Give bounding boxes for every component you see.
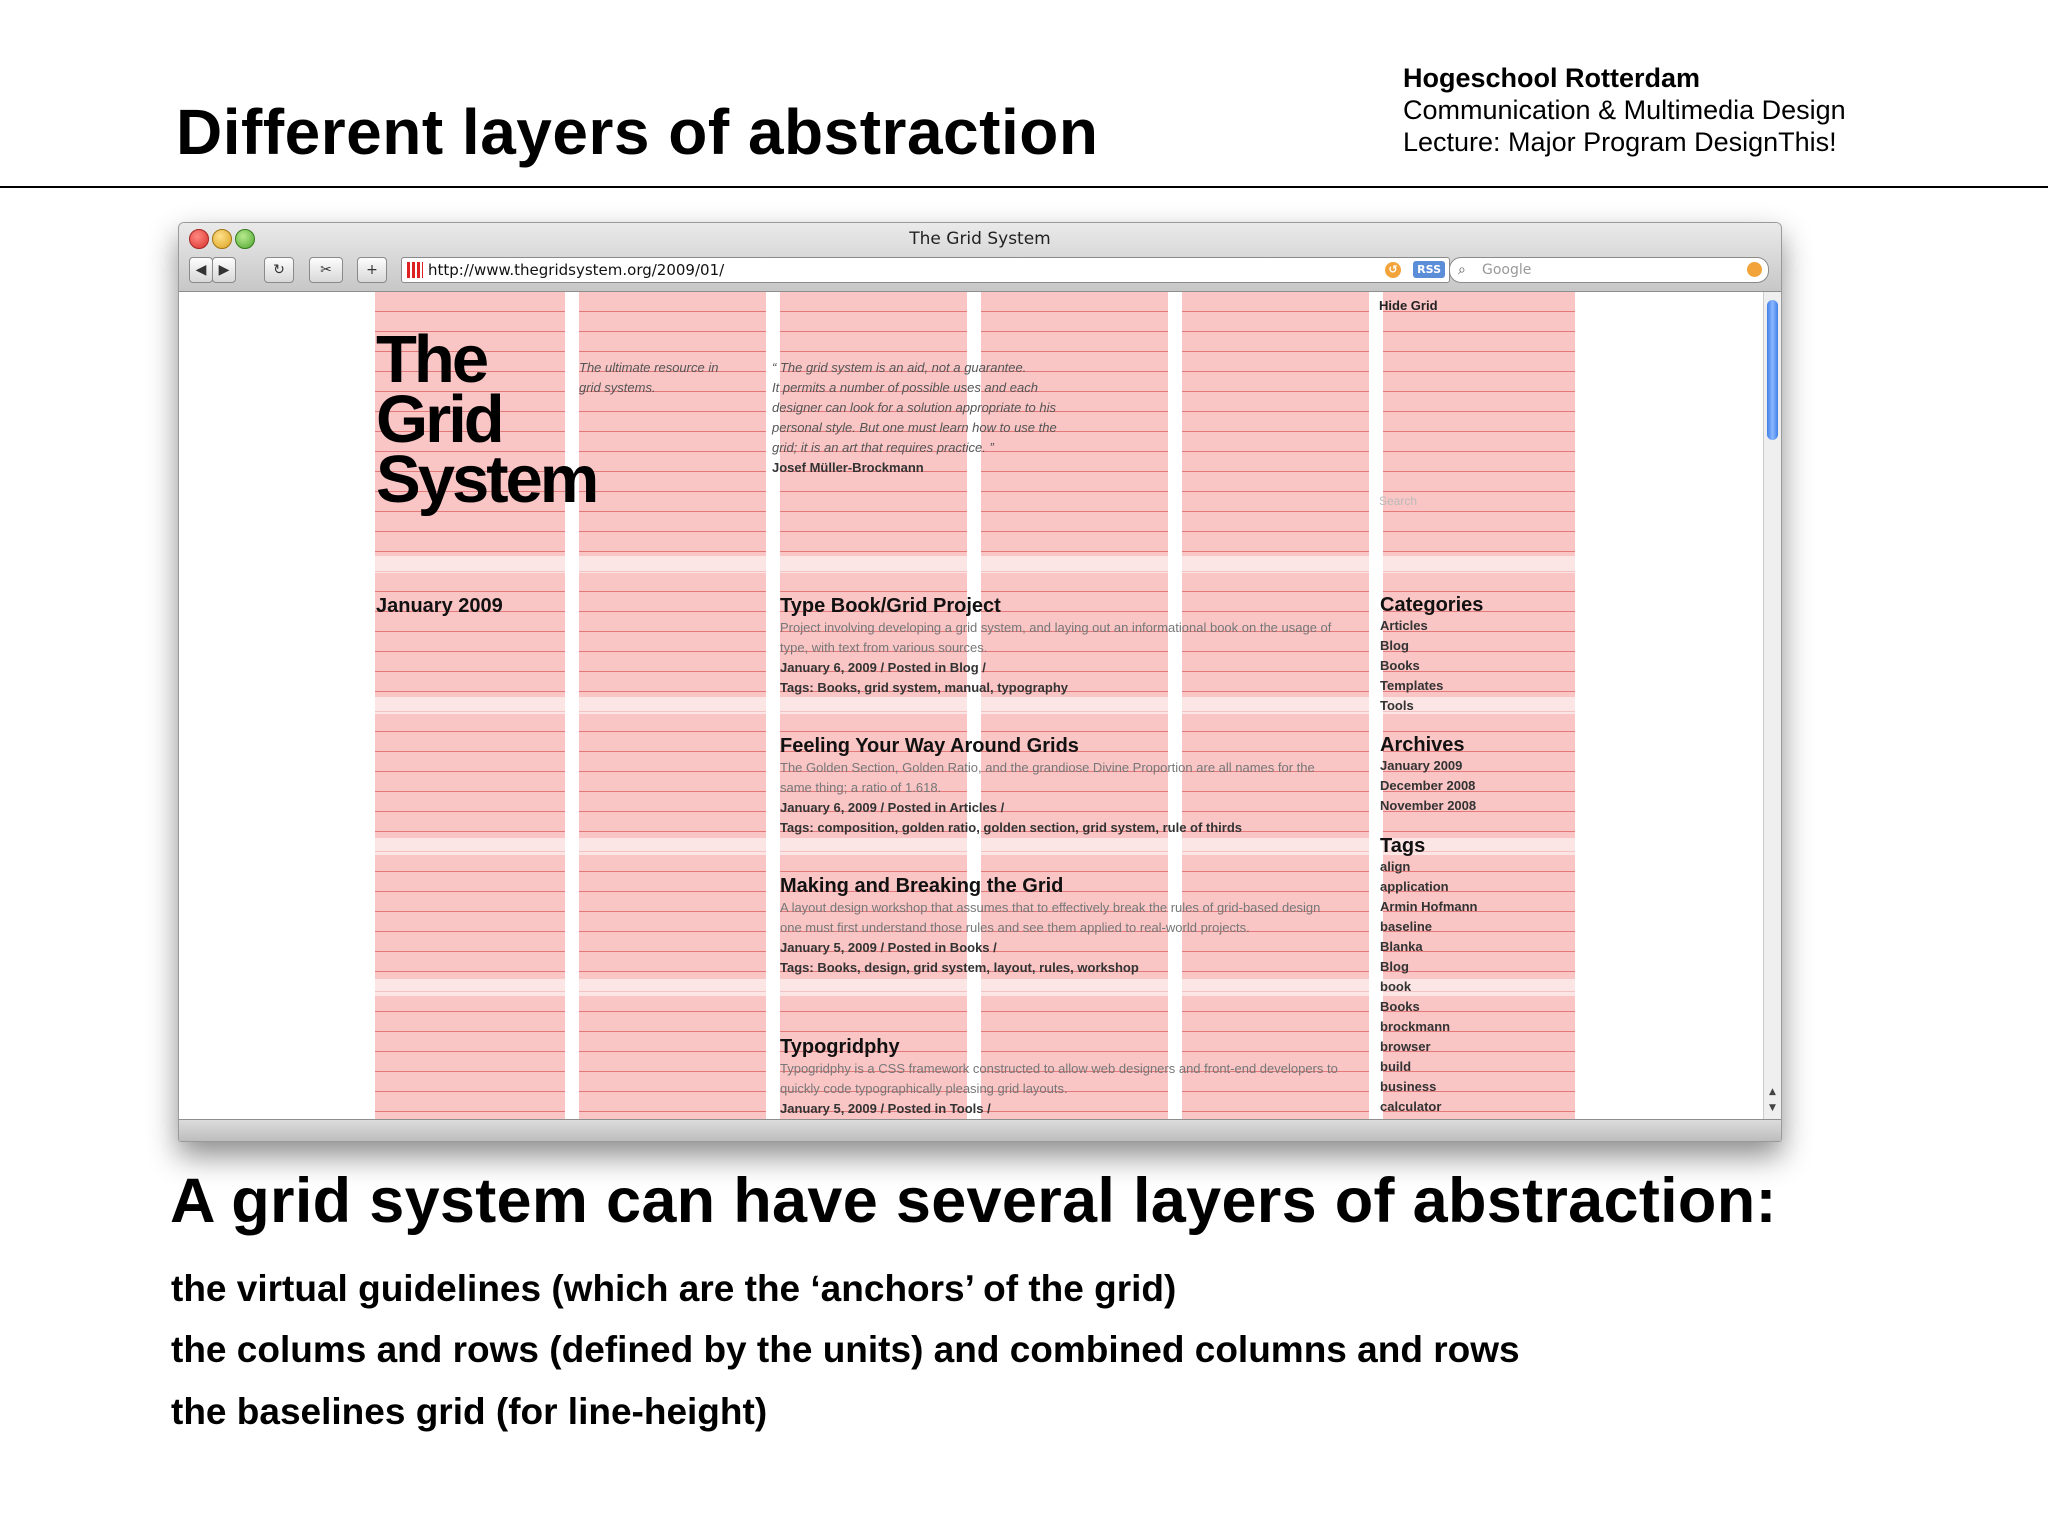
site-favicon-icon [407,262,423,278]
post-item [780,594,1340,698]
add-bookmark-icon[interactable]: + [357,257,387,283]
post-title[interactable]: Type Book/Grid Project [780,595,1001,617]
tags-section [1380,835,1570,1117]
tag-link[interactable]: build [1380,1059,1412,1074]
webclip-icon[interactable]: ✂ [309,257,343,283]
reload-icon[interactable]: ↻ [264,257,294,283]
post-item [780,1035,1340,1119]
category-link[interactable]: Articles [1380,618,1428,633]
hide-grid-link[interactable]: Hide Grid [1379,298,1438,313]
month-heading: January 2009 [376,595,503,617]
quote-line: “ The grid system is an aid, not a guarantee. [772,360,1027,375]
quote-author: Josef Müller-Brockmann [772,460,924,475]
site-search-input[interactable]: Search [1379,494,1418,508]
browser-search-input[interactable] [1449,257,1769,283]
page-viewport [179,292,1764,1119]
lecture-name: Lecture: Major Program DesignThis! [1403,127,1837,157]
back-icon[interactable]: ◀ [189,257,213,283]
post-title[interactable]: Feeling Your Way Around Grids [780,735,1079,757]
browser-window [178,222,1782,1142]
browser-search-placeholder: Google [1482,262,1532,278]
rss-button[interactable]: RSS [1413,261,1445,278]
site-tagline: The ultimate resource in grid systems. [579,360,719,395]
lead-statement: A grid system can have several layers of abstraction: [170,1166,1777,1236]
post-tags[interactable]: Tags: composition, golden ratio, golden section, grid system, rule of thirds [780,820,1243,835]
tag-link[interactable]: align [1380,859,1411,874]
categories-section [1380,594,1570,716]
archive-link[interactable]: November 2008 [1380,798,1477,813]
tag-link[interactable]: Armin Hofmann [1380,899,1478,914]
tag-link[interactable]: Blog [1380,959,1409,974]
category-link[interactable]: Templates [1380,678,1444,693]
quote-line: designer can look for a solution appropriate to his [772,400,1057,415]
archive-link[interactable]: December 2008 [1380,778,1476,793]
search-icon: ⌕ [1458,262,1466,278]
post-item [780,874,1340,978]
search-snapback-icon[interactable] [1747,262,1762,277]
quote-line: personal style. But one must learn how to use the [772,420,1057,435]
tag-link[interactable]: business [1380,1079,1437,1094]
logo-line: System [376,442,597,517]
site-quote [772,358,1132,478]
url-text[interactable]: http://www.thegridsystem.org/2009/01/ [428,261,725,279]
post-excerpt: The Golden Section, Golden Ratio, and the grandiose Divine Proportion are all names for the same thing; a ratio of 1.618. [780,760,1315,795]
tag-link[interactable]: baseline [1380,919,1433,934]
header-divider [0,186,2048,188]
quote-line: It permits a number of possible uses and each [772,380,1038,395]
post-excerpt: A layout design workshop that assumes that to effectively break the rules of grid-based design one must first understand those rules and see them applied to real-world projects. [780,900,1321,935]
department-name: Communication & Multimedia Design [1403,95,1846,125]
archives-section [1380,734,1570,816]
browser-toolbar [179,223,1781,292]
post-tags[interactable]: Tags: Books, design, grid system, layout, rules, workshop [780,960,1139,975]
slide-title: Different layers of abstraction [176,96,1099,168]
bullet-columns-rows: the colums and rows (defined by the units) and combined columns and rows [171,1329,1520,1370]
logo-line: The [376,322,487,397]
categories-title: Categories [1380,594,1484,616]
window-title: The Grid System [909,229,1051,249]
post-meta[interactable]: January 6, 2009 / Posted in Blog / [780,660,986,675]
tag-link[interactable]: application [1380,879,1449,894]
category-link[interactable]: Books [1380,658,1420,673]
site-logo[interactable] [376,322,597,517]
tag-link[interactable]: browser [1380,1039,1431,1054]
tag-link[interactable]: Blanka [1380,939,1423,954]
bullet-guidelines: the virtual guidelines (which are the ‘anchors’ of the grid) [171,1268,1177,1309]
scroll-up-icon[interactable]: ▲ [1769,1087,1776,1097]
tag-link[interactable]: brockmann [1380,1019,1451,1034]
post-excerpt: Project involving developing a grid system, and laying out an informational book on the usage of type, with text from various sources. [780,620,1332,655]
post-title[interactable]: Typogridphy [780,1036,900,1058]
snapback-icon[interactable]: ↺ [1385,262,1401,278]
tag-link[interactable]: Books [1380,999,1420,1014]
status-bar [179,1119,1781,1142]
quote-line: grid; it is an art that requires practice. ” [772,440,994,455]
post-meta[interactable]: January 5, 2009 / Posted in Tools / [780,1101,991,1116]
tags-title: Tags [1380,835,1426,857]
vertical-scrollbar[interactable] [1763,292,1781,1119]
post-tags[interactable]: Tags: Books, grid system, manual, typography [780,680,1068,695]
archives-title: Archives [1380,734,1465,756]
archive-link[interactable]: January 2009 [1380,758,1463,773]
institution-block [1403,62,1846,158]
post-title[interactable]: Making and Breaking the Grid [780,875,1064,897]
forward-icon[interactable]: ▶ [212,257,236,283]
category-link[interactable]: Tools [1380,698,1414,713]
post-item [780,734,1340,838]
category-link[interactable]: Blog [1380,638,1409,653]
post-meta[interactable]: January 5, 2009 / Posted in Books / [780,940,997,955]
scroll-down-icon[interactable]: ▼ [1769,1103,1776,1113]
post-meta[interactable]: January 6, 2009 / Posted in Articles / [780,800,1005,815]
scroll-thumb[interactable] [1767,300,1778,440]
address-bar[interactable] [401,257,1450,283]
tag-link[interactable]: calculator [1380,1099,1442,1114]
institution-name: Hogeschool Rotterdam [1403,63,1701,93]
bullet-baselines: the baselines grid (for line-height) [171,1391,768,1432]
page-content [179,292,1764,1119]
tag-link[interactable]: book [1380,979,1412,994]
post-excerpt: Typogridphy is a CSS framework constructed to allow web designers and front-end developers to quickly code typographically pleasing grid layouts. [780,1061,1338,1096]
logo-line: Grid [376,382,502,457]
